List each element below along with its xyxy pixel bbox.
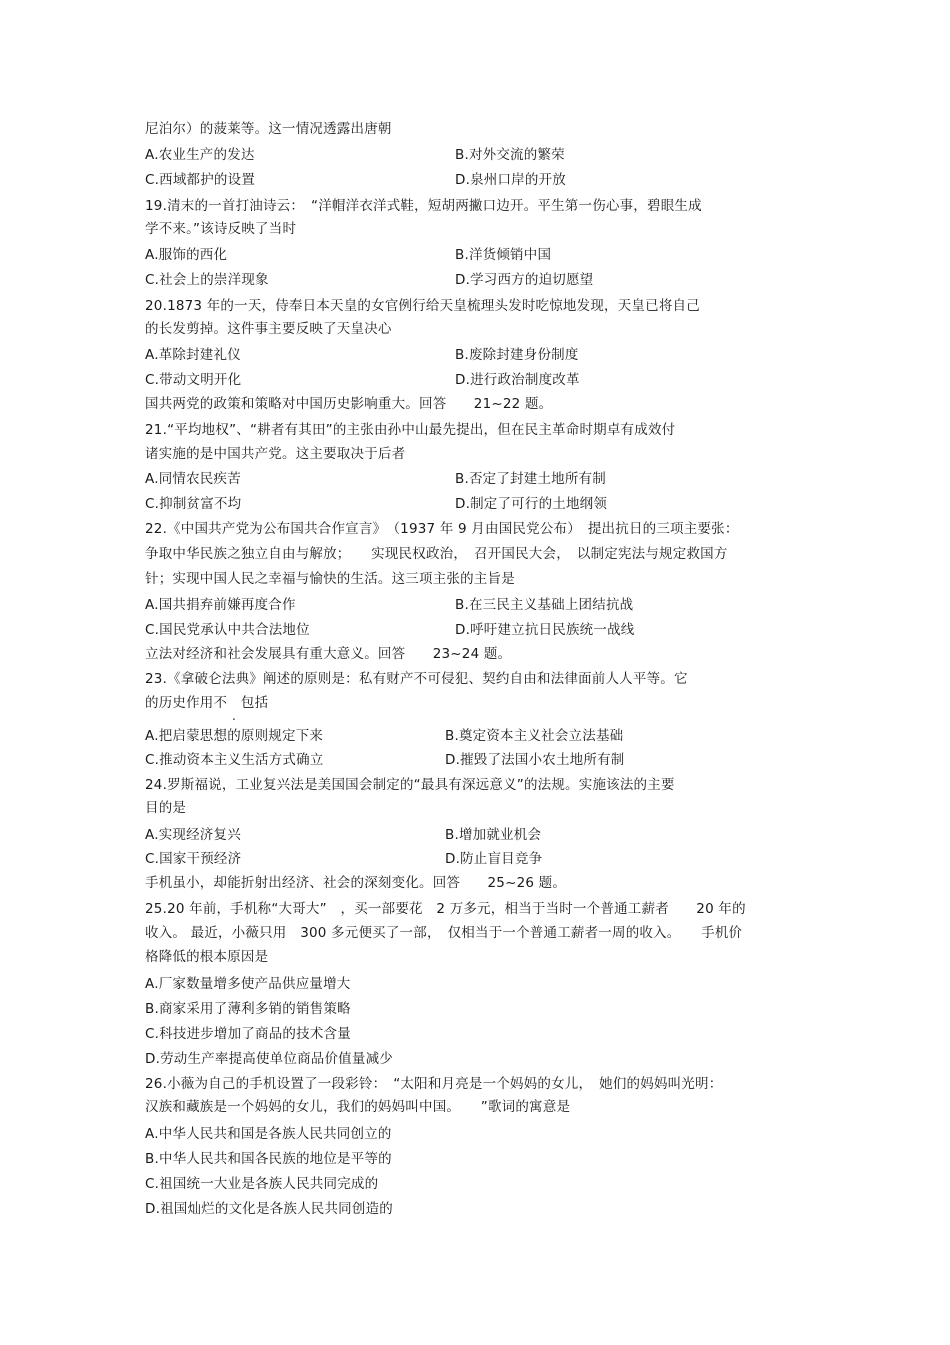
question-20: 20.1873 年的一天，侍奉日本天皇的女官例行给天皇梳理头发时吃惊地发现，天皇已将自己 [145, 298, 700, 314]
option-a: A.同情农民疾苦 [145, 471, 241, 487]
option-b: B.商家采用了薄利多销的销售策略 [145, 1001, 351, 1017]
option-d: D.祖国灿烂的文化是各族人民共同创造的 [145, 1201, 393, 1217]
section-intro: 立法对经济和社会发展具有重大意义。回答 23~24 题。 [145, 646, 512, 662]
option-a: A.实现经济复兴 [145, 827, 241, 843]
option-b: B.增加就业机会 [445, 827, 542, 843]
option-a: A.把启蒙思想的原则规定下来 [145, 728, 324, 744]
option-a: A.中华人民共和国是各族人民共同创立的 [145, 1126, 392, 1142]
text-line: 格降低的根本原因是 [145, 949, 269, 965]
option-c: C.社会上的崇洋现象 [145, 272, 269, 288]
option-c: C.抑制贫富不均 [145, 496, 242, 512]
option-c: C.推动资本主义生活方式确立 [145, 752, 324, 768]
option-a: A.国共捐弃前嫌再度合作 [145, 597, 296, 613]
question-19: 19.清末的一首打油诗云： “洋帽洋衣洋式鞋，短胡两撇口边开。平生第一伤心事，碧眼生成 [145, 198, 702, 214]
text-line: 争取中华民族之独立自由与解放； 实现民权政治， 召开国民大会， 以制定宪法与规定救国方 [145, 546, 728, 562]
option-b: B.否定了封建土地所有制 [455, 471, 606, 487]
option-c: C.西域都护的设置 [145, 172, 256, 188]
option-d: D.呼吁建立抗日民族统一战线 [455, 622, 635, 638]
option-a: A.农业生产的发达 [145, 147, 255, 163]
text-line: 的历史作用不 包括 [145, 695, 269, 711]
option-b: B.对外交流的繁荣 [455, 147, 565, 163]
text-line: 尼泊尔）的菠莱等。这一情况透露出唐朝 [145, 121, 392, 137]
option-d: D.防止盲目竞争 [445, 851, 543, 867]
option-c: C.科技进步增加了商品的技术含量 [145, 1026, 351, 1042]
option-c: C.带动文明开化 [145, 372, 242, 388]
option-a: A.厂家数量增多使产品供应量增大 [145, 976, 351, 992]
question-26: 26.小薇为自己的手机设置了一段彩铃： “太阳和月亮是一个妈妈的女儿， 她们的妈妈叫光明： [145, 1076, 723, 1092]
text-line: 针；实现中国人民之幸福与愉快的生活。这三项主张的主旨是 [145, 571, 515, 587]
text-line: 汉族和藏族是一个妈妈的女儿，我们的妈妈叫中国。 ”歌词的寓意是 [145, 1099, 571, 1115]
option-d: D.学习西方的迫切愿望 [455, 272, 594, 288]
text-line: 目的是 [145, 800, 187, 816]
question-21: 21.“平均地权”、“耕者有其田”的主张由孙中山最先提出，但在民主革命时期卓有成效付 [145, 422, 676, 438]
option-d: D.进行政治制度改革 [455, 372, 580, 388]
emphasis-dot: . [232, 709, 236, 723]
question-24: 24.罗斯福说，工业复兴法是美国国会制定的“最具有深远意义”的法规。实施该法的主要 [145, 777, 675, 793]
option-c: C.国家干预经济 [145, 851, 242, 867]
text-line: 诸实施的是中国共产党。这主要取决于后者 [145, 446, 406, 462]
option-b: B.洋货倾销中国 [455, 247, 552, 263]
option-c: C.祖国统一大业是各族人民共同完成的 [145, 1176, 379, 1192]
option-b: B.废除封建身份制度 [455, 347, 579, 363]
option-b: B.中华人民共和国各民族的地位是平等的 [145, 1151, 392, 1167]
option-b: B.奠定资本主义社会立法基础 [445, 728, 624, 744]
option-b: B.在三民主义基础上团结抗战 [455, 597, 634, 613]
option-c: C.国民党承认中共合法地位 [145, 622, 310, 638]
section-intro: 国共两党的政策和策略对中国历史影响重大。回答 21~22 题。 [145, 396, 553, 412]
question-22: 22.《中国共产党为公布国共合作宣言》 （1937 年 9 月由国民党公布） 提出抗日的三项主要张： [145, 521, 739, 537]
text-line: 的长发剪掉。这件事主要反映了天皇决心 [145, 321, 392, 337]
option-d: D.劳动生产率提高使单位商品价值量减少 [145, 1051, 393, 1067]
option-d: D.制定了可行的土地纲领 [455, 496, 608, 512]
question-23: 23.《拿破仑法典》阐述的原则是：私有财产不可侵犯、契约自由和法律面前人人平等。它 [145, 671, 688, 687]
option-d: D.泉州口岸的开放 [455, 172, 566, 188]
option-a: A.革除封建礼仪 [145, 347, 241, 363]
option-a: A.服饰的西化 [145, 247, 228, 263]
question-25: 25.20 年前，手机称“大哥大” ，买一部要花 2 万多元，相当于当时一个普通工薪者 20 年的 [145, 901, 746, 917]
text-line: 收入。 最近，小薇只用 300 多元便买了一部， 仅相当于一个普通工薪者一周的收入。 手机价 [145, 925, 743, 941]
option-d: D.摧毁了法国小农土地所有制 [445, 752, 625, 768]
section-intro: 手机虽小，却能折射出经济、社会的深刻变化。回答 25~26 题。 [145, 875, 567, 891]
text-line: 学不来。”该诗反映了当时 [145, 221, 297, 237]
